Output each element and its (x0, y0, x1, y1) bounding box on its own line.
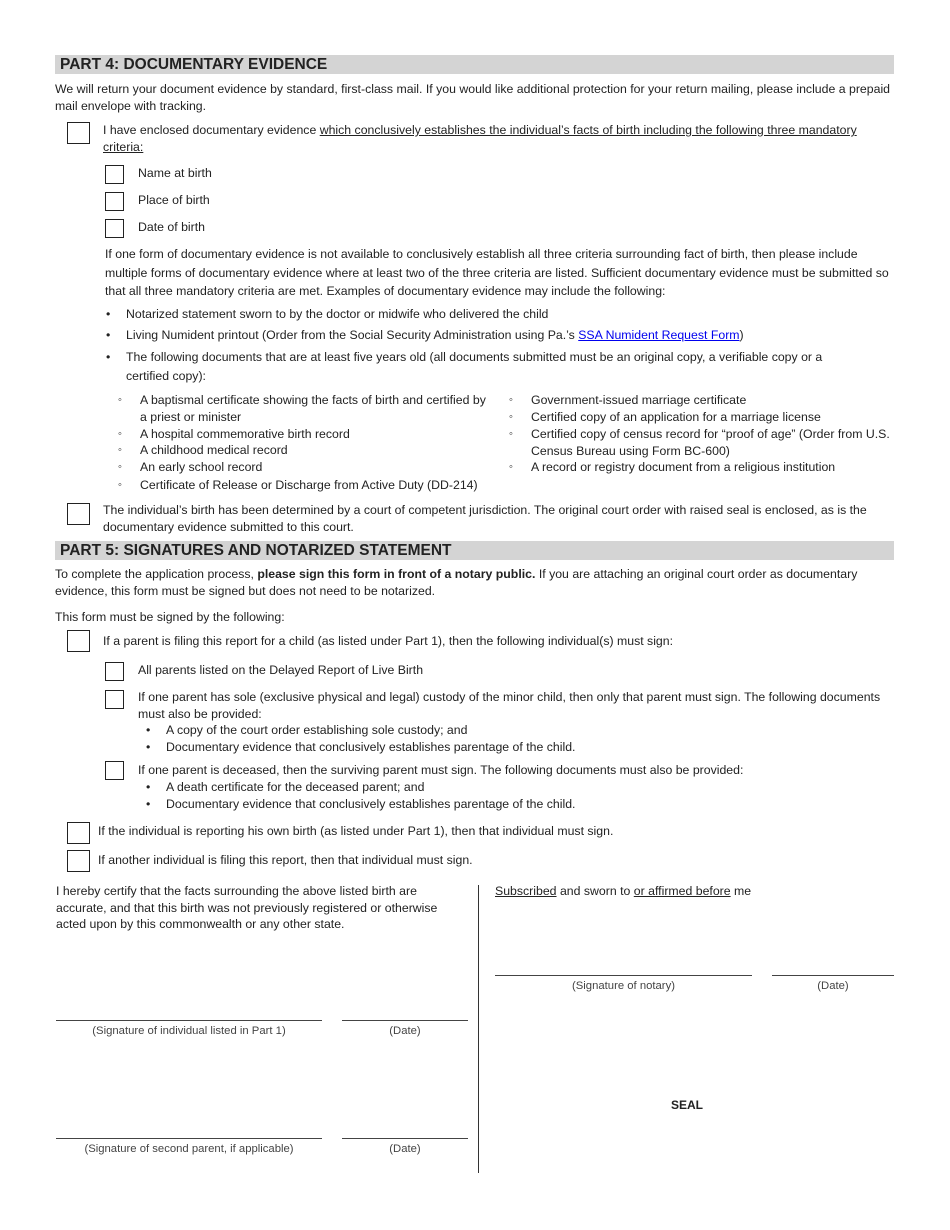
multi-forms-note: If one form of documentary evidence is not available to conclusively establish all three criteria surrounding fact of birth, then please include multiple forms of documentary evidence where at least two of the three criteria are listed. Sufficient documentary evidence must be submitted so that all three mandatory criteria are met. Examples of documentary evidence may include the following: (105, 247, 889, 298)
sworn-mid: and sworn to (556, 884, 634, 898)
sole-custody-doc: • Documentary evidence that conclusively establishes parentage of the child. (166, 739, 866, 756)
enclosed-underlined: which conclusively establishes the individual’s facts of birth including the following three mandatory criteria: (103, 123, 857, 154)
deceased-parent-text: If one parent is deceased, then the surviving parent must sign. The following documents must also be provided: (138, 763, 744, 777)
place-of-birth-checkbox[interactable] (105, 192, 124, 211)
intro-bold: please sign this form in front of a notary public. (257, 567, 536, 581)
sworn-subscribed: Subscribed (495, 884, 557, 898)
second-parent-signature-line[interactable] (56, 1138, 322, 1139)
parent-filing-checkbox[interactable] (67, 630, 90, 652)
sole-custody-checkbox[interactable] (105, 690, 124, 709)
individual-date-caption: (Date) (389, 1025, 421, 1037)
sworn-statement (495, 883, 751, 900)
date-of-birth-checkbox[interactable] (105, 219, 124, 238)
part4-heading: PART 4: DOCUMENTARY EVIDENCE (55, 55, 894, 74)
numident-text: Living Numident printout (Order from the Social Security Administration using Pa.’s (126, 328, 579, 342)
doc-right-item: ◦ Certified copy of census record for “proof of age” (Order from U.S. Census Bureau using Form BC-600) (531, 426, 891, 459)
parent-filing-text: If a parent is filing this report for a child (as listed under Part 1), then the following individual(s) must sign: (103, 634, 674, 648)
second-parent-date-caption: (Date) (389, 1143, 421, 1155)
own-birth-checkbox[interactable] (67, 822, 90, 844)
doc-left-item: ◦ An early school record (140, 459, 495, 476)
sworn-end: me (730, 884, 752, 898)
name-at-birth-checkbox[interactable] (105, 165, 124, 184)
doc-right-item: ◦ Certified copy of an application for a marriage license (531, 409, 891, 426)
individual-signature-line[interactable] (56, 1020, 322, 1021)
own-birth-text: If the individual is reporting his own birth (as listed under Part 1), then that individual must sign. (98, 824, 614, 838)
signed-by-label: This form must be signed by the following: (55, 610, 285, 624)
notary-signature-line[interactable] (495, 975, 752, 976)
vertical-divider (478, 885, 479, 1173)
doc-right-item: ◦ Government-issued marriage certificate (531, 392, 891, 409)
notary-date-caption: (Date) (817, 980, 849, 992)
doc-left-item: ◦ A baptismal certificate showing the facts of birth and certified by a priest or minister (140, 392, 495, 425)
all-parents-text: All parents listed on the Delayed Report of Live Birth (138, 663, 424, 677)
another-individual-text: If another individual is filing this report, then that individual must sign. (98, 853, 473, 867)
bullet-five-years: • The following documents that are at least five years old (all documents submitted must be an original copy, a verifiable copy or a certified copy): (126, 348, 856, 386)
intro-suffix: If you are attaching an original court order as documentary evidence, this form must be signed but does not need to be notarized. (55, 567, 858, 598)
part5-intro (55, 566, 897, 599)
deceased-doc: • A death certificate for the deceased parent; and (166, 779, 866, 796)
enclosed-evidence-checkbox[interactable] (67, 122, 90, 144)
enclosed-prefix: I have enclosed documentary evidence (103, 123, 320, 137)
part5-heading: PART 5: SIGNATURES AND NOTARIZED STATEMENT (55, 541, 894, 560)
ssa-numident-request-form-link[interactable]: SSA Numident Request Form (578, 328, 740, 342)
numident-suffix: ) (739, 328, 744, 342)
bullet-numident (126, 327, 886, 344)
second-parent-signature-caption: (Signature of second parent, if applicable) (84, 1143, 294, 1155)
doc-left-item: ◦ Certificate of Release or Discharge from Active Duty (DD-214) (140, 477, 495, 494)
certify-statement: I hereby certify that the facts surrounding the above listed birth are accurate, and that this birth was not previously registered or otherwise acted upon by this commonwealth or any other state. (56, 884, 438, 931)
sole-custody-doc: • A copy of the court order establishing sole custody; and (166, 722, 866, 739)
criteria-place-label: Place of birth (138, 193, 210, 207)
court-order-checkbox[interactable] (67, 503, 90, 525)
second-parent-date-line[interactable] (342, 1138, 468, 1139)
bullet-notarized: • Notarized statement sworn to by the doctor or midwife who delivered the child (126, 306, 886, 323)
criteria-date-label: Date of birth (138, 220, 205, 234)
sole-custody-text: If one parent has sole (exclusive physical and legal) custody of the minor child, then only that parent must sign. The following documents must also be provided: (138, 690, 881, 721)
individual-date-line[interactable] (342, 1020, 468, 1021)
doc-left-item: ◦ A childhood medical record (140, 442, 495, 459)
enclosed-evidence-text (103, 122, 895, 155)
deceased-parent-checkbox[interactable] (105, 761, 124, 780)
notary-signature-caption: (Signature of notary) (572, 980, 675, 992)
doc-right-item: ◦ A record or registry document from a religious institution (531, 459, 891, 476)
intro-prefix: To complete the application process, (55, 567, 258, 581)
doc-left-item: ◦ A hospital commemorative birth record (140, 426, 495, 443)
seal-label: SEAL (670, 1098, 703, 1112)
court-order-text: The individual’s birth has been determined by a court of competent jurisdiction. The original court order with raised seal is enclosed, as is the documentary evidence submitted to this court. (103, 503, 867, 534)
criteria-name-label: Name at birth (138, 166, 212, 180)
part4-intro: We will return your document evidence by standard, first-class mail. If you would like additional protection for your return mailing, please include a prepaid mail envelope with tracking. (55, 82, 891, 113)
another-individual-checkbox[interactable] (67, 850, 90, 872)
deceased-doc: • Documentary evidence that conclusively establishes parentage of the child. (166, 796, 866, 813)
individual-signature-caption: (Signature of individual listed in Part 1) (92, 1025, 286, 1037)
notary-date-line[interactable] (772, 975, 894, 976)
all-parents-checkbox[interactable] (105, 662, 124, 681)
sworn-affirmed: or affirmed before (633, 884, 731, 898)
